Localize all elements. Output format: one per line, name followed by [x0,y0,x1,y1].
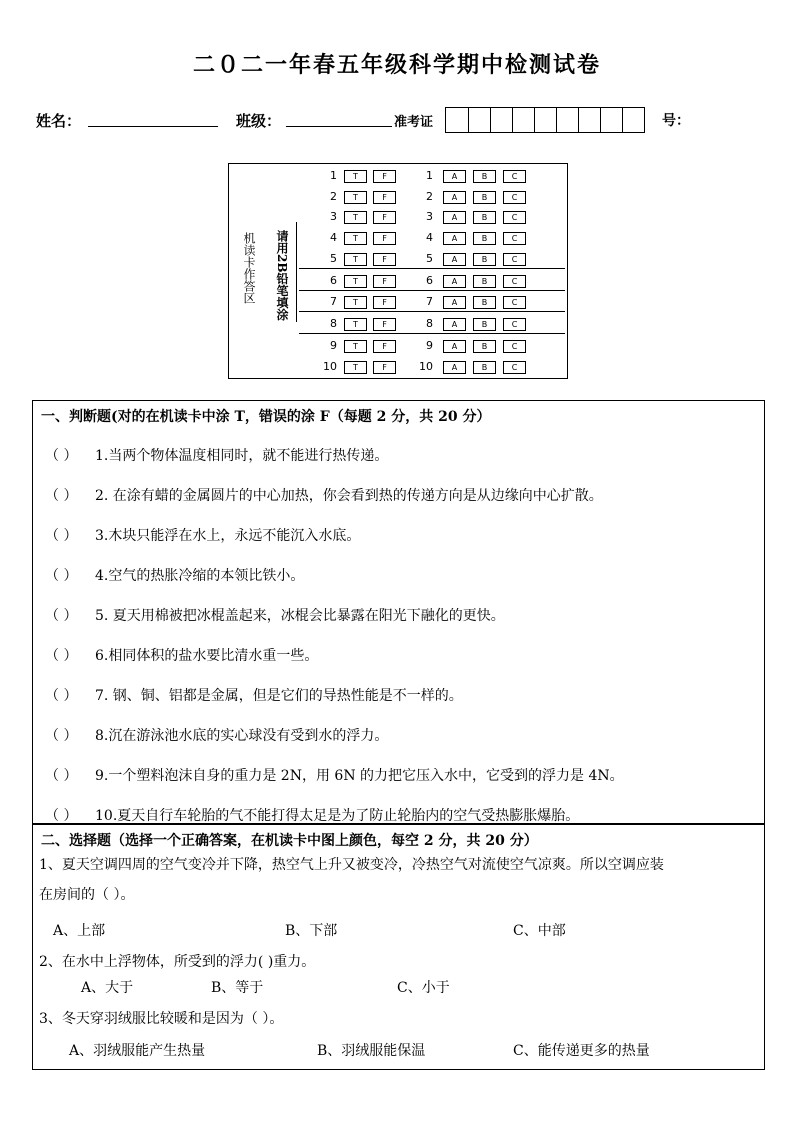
answer-parentheses[interactable]: （ ） [45,728,78,744]
card-row [319,231,559,245]
card-row [319,190,559,204]
exam-number-box[interactable] [512,108,534,132]
bubble-c[interactable]: C [503,340,526,353]
bubble-t[interactable]: T [344,275,367,288]
q1-option-a[interactable]: A、上部 [53,923,106,939]
bubble-f[interactable]: F [373,191,396,204]
tf-question [45,645,318,665]
bubble-f[interactable]: F [373,232,396,245]
section1-heading: 一、判断题(对的在机读卡中涂 T，错误的涂 F（每题 2 分，共 20 分） [41,409,491,425]
exam-title: 二０二一年春五年级科学期中检测试卷 [192,52,601,78]
choice-question-number: 4 [426,231,433,244]
card-separator [299,333,565,334]
class-label: 班级： [236,112,282,130]
q3-option-a[interactable]: A、羽绒服能产生热量 [69,1043,206,1059]
multiple-choice-section [32,823,765,1070]
q2-option-a[interactable]: A、大于 [81,980,134,996]
name-field[interactable] [88,108,218,127]
bubble-a[interactable]: A [443,340,466,353]
name-label: 姓名： [36,112,82,130]
bubble-f[interactable]: F [373,253,396,266]
q1-option-b[interactable]: B、下部 [285,923,338,939]
bubble-t[interactable]: T [344,191,367,204]
q1-option-c[interactable]: C、中部 [513,923,566,939]
question-text: 9.一个塑料泡沫自身的重力是 2N，用 6N 的力把它压入水中，它受到的浮力是 4N。 [95,768,624,784]
choice-question-number: 1 [426,169,433,182]
card-row [319,295,559,309]
tf-question [45,805,579,825]
bracket-line [296,222,297,322]
question-text: 6.相同体积的盐水要比清水重一些。 [95,648,319,664]
card-row [319,210,559,224]
bubble-t[interactable]: T [344,211,367,224]
tf-question-number: 3 [330,210,337,223]
bubble-a[interactable]: A [443,296,466,309]
choice-question-number: 3 [426,210,433,223]
tf-question [45,485,603,505]
card-side-label: 机读卡作答区 [242,232,256,304]
bubble-c[interactable]: C [503,170,526,183]
choice-question-number: 7 [426,295,433,308]
bubble-c[interactable]: C [503,318,526,331]
question-text: 10.夏天自行车轮胎的气不能打得太足是为了防止轮胎内的空气受热膨胀爆胎。 [95,808,580,824]
bubble-c[interactable]: C [503,211,526,224]
bubble-b[interactable]: B [473,191,496,204]
bubble-a[interactable]: A [443,211,466,224]
choice-question-number: 10 [419,360,433,373]
bubble-b[interactable]: B [473,275,496,288]
tf-question-number: 7 [330,295,337,308]
answer-parentheses[interactable]: （ ） [45,528,78,544]
answer-parentheses[interactable]: （ ） [45,608,78,624]
exam-number-box[interactable] [446,108,468,132]
true-false-section [32,400,765,825]
bubble-b[interactable]: B [473,253,496,266]
card-row [319,360,559,374]
bubble-b[interactable]: B [473,318,496,331]
answer-parentheses[interactable]: （ ） [45,688,78,704]
choice-question-number: 5 [426,252,433,265]
tf-question-number: 2 [330,190,337,203]
q3-text: 3、冬天穿羽绒服比较暖和是因为（ ）。 [39,1011,284,1027]
exam-number-box[interactable] [600,108,622,132]
bubble-c[interactable]: C [503,275,526,288]
card-row [319,252,559,266]
tf-question [45,525,360,545]
question-text: 5. 夏天用棉被把冰棍盖起来，冰棍会比暴露在阳光下融化的更快。 [95,608,505,624]
card-row [319,274,559,288]
pencil-instruction: 请用2B铅笔填涂 [275,230,289,321]
bubble-a[interactable]: A [443,361,466,374]
choice-question-number: 9 [426,339,433,352]
tf-question [45,445,388,465]
card-separator [299,311,565,312]
q1-text: 1、夏天空调四周的空气变冷并下降，热空气上升又被变冷，冷热空气对流使空气凉爽。所以空调应装 [39,857,664,873]
bubble-f[interactable]: F [373,296,396,309]
tf-question-number: 10 [323,360,337,373]
q2-text: 2、在水中上浮物体，所受到的浮力( )重力。 [39,954,316,970]
bubble-f[interactable]: F [373,340,396,353]
tf-question-number: 8 [330,317,337,330]
answer-card [228,163,568,379]
bubble-b[interactable]: B [473,296,496,309]
answer-parentheses[interactable]: （ ） [45,768,78,784]
tf-question [45,765,624,785]
bubble-f[interactable]: F [373,318,396,331]
bubble-t[interactable]: T [344,340,367,353]
question-text: 4.空气的热胀冷缩的本领比铁小。 [95,568,305,584]
bubble-t[interactable]: T [344,318,367,331]
q3-option-b[interactable]: B、羽绒服能保温 [317,1043,426,1059]
section2-heading: 二、选择题（选择一个正确答案，在机读卡中图上颜色，每空 2 分，共 20 分） [41,833,538,849]
card-row [319,169,559,183]
bubble-c[interactable]: C [503,296,526,309]
card-row [319,339,559,353]
tf-question-number: 5 [330,252,337,265]
answer-parentheses[interactable]: （ ） [45,808,78,824]
choice-question-number: 6 [426,274,433,287]
bubble-b[interactable]: B [473,361,496,374]
answer-parentheses[interactable]: （ ） [45,488,78,504]
exam-number-box[interactable] [556,108,578,132]
tf-question [45,605,505,625]
bubble-t[interactable]: T [344,361,367,374]
choice-question-number: 2 [426,190,433,203]
bubble-b[interactable]: B [473,340,496,353]
bubble-a[interactable]: A [443,275,466,288]
choice-question-number: 8 [426,317,433,330]
bubble-a[interactable]: A [443,170,466,183]
exam-number-box[interactable] [490,108,512,132]
exam-number-box[interactable] [534,108,556,132]
exam-number-grid[interactable] [445,107,645,133]
q2-option-b[interactable]: B、等于 [211,980,264,996]
class-field[interactable] [286,108,392,127]
tf-question [45,725,388,745]
answer-parentheses[interactable]: （ ） [45,568,78,584]
tf-question-number: 6 [330,274,337,287]
answer-parentheses[interactable]: （ ） [45,648,78,664]
tf-question-number: 1 [330,169,337,182]
tf-question-number: 4 [330,231,337,244]
exam-number-box[interactable] [578,108,600,132]
exam-number-box[interactable] [622,108,644,132]
bubble-f[interactable]: F [373,275,396,288]
bubble-f[interactable]: F [373,361,396,374]
question-text: 3.木块只能浮在水上，永远不能沉入水底。 [95,528,361,544]
bubble-a[interactable]: A [443,191,466,204]
bubble-c[interactable]: C [503,253,526,266]
question-text: 7. 钢、铜、铝都是金属，但是它们的导热性能是不一样的。 [95,688,463,704]
exam-number-box[interactable] [468,108,490,132]
hao-label: 号： [662,113,690,129]
tf-question [45,685,463,705]
card-separator [299,268,565,269]
bubble-b[interactable]: B [473,232,496,245]
q2-option-c[interactable]: C、小于 [397,980,450,996]
bubble-f[interactable]: F [373,170,396,183]
bubble-t[interactable]: T [344,296,367,309]
bubble-c[interactable]: C [503,361,526,374]
question-text: 8.沉在游泳池水底的实心球没有受到水的浮力。 [95,728,389,744]
card-row [319,317,559,331]
bubble-a[interactable]: A [443,253,466,266]
bubble-t[interactable]: T [344,253,367,266]
tf-question [45,565,304,585]
bubble-t[interactable]: T [344,232,367,245]
q3-option-c[interactable]: C、能传递更多的热量 [513,1043,650,1059]
bubble-t[interactable]: T [344,170,367,183]
tf-question-number: 9 [330,339,337,352]
exam-number-label: 准考证 [394,115,434,130]
bubble-c[interactable]: C [503,232,526,245]
bubble-a[interactable]: A [443,318,466,331]
q1-text-cont: 在房间的（ ）。 [39,887,135,903]
card-separator [299,290,565,291]
bubble-b[interactable]: B [473,211,496,224]
bubble-a[interactable]: A [443,232,466,245]
bubble-c[interactable]: C [503,191,526,204]
bubble-b[interactable]: B [473,170,496,183]
question-text: 1.当两个物体温度相同时，就不能进行热传递。 [95,448,389,464]
question-text: 2. 在涂有蜡的金属圆片的中心加热，你会看到热的传递方向是从边缘向中心扩散。 [95,488,603,504]
answer-parentheses[interactable]: （ ） [45,448,78,464]
bubble-f[interactable]: F [373,211,396,224]
